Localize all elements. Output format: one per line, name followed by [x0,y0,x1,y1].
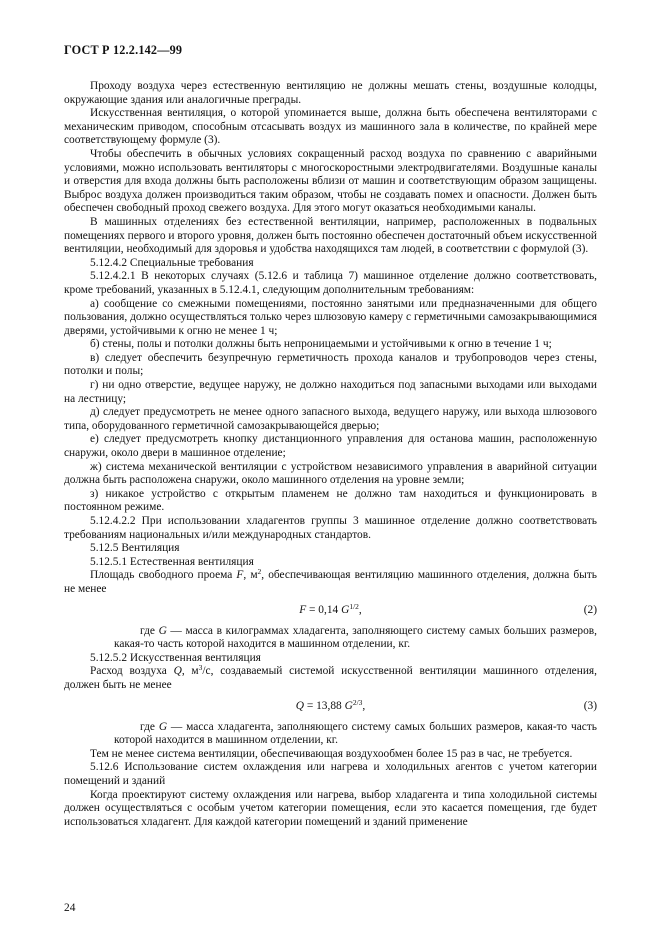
paragraph: Когда проектируют систему охлаждения или нагрева, выбор хладагента и типа холодильной системы должен осуществляться с особым учетом категории помещения, если это касается помещения, где будет использоваться хладагент. Для каждой категории помещений и зданий применение [64,788,597,828]
formula-exponent: 1/2 [349,601,359,611]
definition-prefix: где [140,624,159,637]
definition [64,721,597,748]
variable: F [236,569,244,582]
text-run: , обеспечивающая вентиляцию машинного отделения, должна быть не менее [64,569,597,595]
formula-number: (3) [583,699,597,712]
formula-var: G [341,603,350,616]
paragraph: Искусственная вентиляция, о которой упоминается выше, должна быть обеспечена вентиляторами с механическим приводом, способным отсасывать воздух из машинного зала в количестве, по крайней мере соответствующему формуле (3). [64,107,597,147]
list-item: г) ни одно отверстие, ведущее наружу, не должно находиться под запасными выходами или выходами на лестницу; [64,379,597,405]
text-run: /с, создаваемый системой искусственной вентиляции машинного отделения, должен быть не менее [64,665,598,691]
formula-lhs: Q [295,699,304,712]
definition-prefix: где [140,720,159,733]
document-body [64,80,597,829]
text-run: Площадь свободного проема [90,569,237,582]
definition-var: G [158,720,168,733]
list-item: д) следует предусмотреть не менее одного запасного выхода, ведущего наружу, или выхода шлюзового типа, оборудованного герметичной самозакрывающейся дверью; [64,406,597,432]
formula-expression [64,697,597,714]
section-heading: 5.12.4.2 Специальные требования [90,256,254,269]
section-heading: 5.12.5.1 Естественная вентиляция [90,555,254,568]
paragraph: 5.12.4.2.2 При использовании хладагентов группы 3 машинное отделение должно соответствовать требованиям национальных и/или международных стандартов. [64,515,597,541]
section-heading: 5.12.5 Вентиляция [90,542,180,555]
page-number: 24 [64,902,76,914]
superscript: 3 [198,663,203,673]
paragraph: В машинных отделениях без естественной вентиляции, например, расположенных в подвальных помещениях первого и второго уровня, должен быть постоянно обеспечен достаточный объем искусственной вентиляции, необходимый для здоровья и удобства находящихся там людей, в соответствии с формулой (3). [64,215,597,256]
formula-eq: = 13,88 [303,699,345,712]
formula-expression [64,601,597,618]
formula-2 [64,597,597,625]
formula-var: G [344,699,353,712]
formula-exponent: 2/3 [352,697,363,707]
definition-var: G [158,624,167,637]
paragraph: Тем не менее система вентиляции, обеспечивающая воздухообмен более 15 раз в час, не требуется. [90,747,573,760]
text-run: , м [243,569,258,582]
list-item: з) никакое устройство с открытым пламенем не должно там находиться и функционировать в постоянном режиме. [64,487,597,514]
paragraph: 5.12.4.2.1 В некоторых случаях (5.12.6 и таблица 7) машинное отделение должно соответствовать, кроме требований, указанных в 5.12.4.1, следующим дополнительным требованиям: [64,270,597,296]
paragraph [64,665,597,692]
definition-text: масса хладагента, заполняющего систему самых больших размеров, какая-то часть которой находится в машинном отделении, кг. [114,720,597,747]
formula-number: (2) [583,603,597,616]
list-item: в) следует обеспечить безупречную герметичность прохода каналов и трубопроводов через стены, потолки и полы; [64,351,597,378]
formula-tail: , [362,699,366,712]
paragraph: Проходу воздуха через естественную вентиляцию не должны мешать стены, воздушные колодцы, окружающие здания или аналогичные преграды. [64,80,597,106]
definition [64,625,597,652]
paragraph: 5.12.6 Использование систем охлаждения или нагрева и холодильных агентов с учетом категории помещений и зданий [64,761,597,787]
definition-dash: — [166,624,186,637]
document-header: ГОСТ Р 12.2.142—99 [64,43,183,57]
list-item: а) сообщение со смежными помещениями, постоянно занятыми или предназначенными для общего пользования, должно осуществляться только через шлюзовую камеру с герметичными самозакрывающимися дверями, устойчивыми к огню не менее 1 ч; [64,297,597,337]
formula-3 [64,693,597,721]
formula-tail: , [358,603,362,616]
text-run: , м [181,665,199,678]
list-item: е) следует предусмотреть кнопку дистанционного управления для останова машин, расположенную снаружи, около двери в машинное отделение; [64,433,597,460]
definition-text: масса в килограммах хладагента, заполняющего систему самых больших размеров, какая-то часть которой находится в машинном отделении, кг. [114,624,597,651]
paragraph: Чтобы обеспечить в обычных условиях сокращенный расход воздуха по сравнению с аварийными условиями, можно использовать вентиляторы с многоскоростными электродвигателями. Воздушные каналы и отверстия для входа должны быть расположены вблизи от машин и соответствующим образом защищены. Выброс воздуха должен производиться таким образом, чтобы не создавать помех и опасности. Должен быть обеспечен свободный проход свежего воздуха. Для этого могут оказаться необходимыми каналы. [64,147,597,215]
formula-lhs: F [299,603,307,616]
text-run: Расход воздуха [90,665,174,678]
formula-eq: = 0,14 [306,603,342,616]
paragraph [64,569,597,596]
variable: Q [173,665,182,678]
definition-dash: — [167,720,187,733]
superscript: 2 [257,567,262,577]
section-heading: 5.12.5.2 Искусственная вентиляция [90,651,261,664]
list-item: б) стены, полы и потолки должны быть непроницаемыми и устойчивыми к огню в течение 1 ч; [90,338,552,351]
list-item: ж) система механической вентиляции с устройством независимого управления в аварийной ситуации должна быть расположена снаружи, около машинного отделения на уровне земли; [64,460,597,487]
